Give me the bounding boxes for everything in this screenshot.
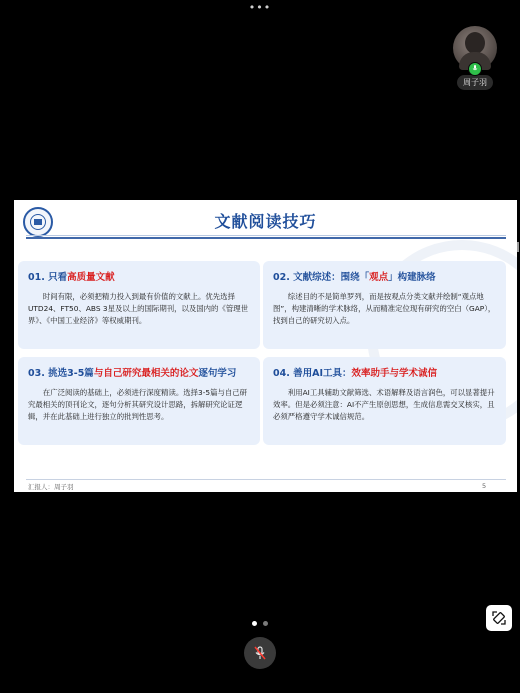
tip-card-body: 利用AI工具辅助文献筛选、术语解释及语言润色，可以显著提升效率。但是必须注意：AI不产生原创思想，生成信息需交叉核实，且必须严格遵守学术诚信规范。 <box>273 388 495 421</box>
tip-card-3 <box>18 357 260 445</box>
tip-card-body: 综述目的不是简单罗列，而是按观点分类文献并绘制“观点地图”，构建清晰的学术脉络，从而精准定位现有研究的空白（GAP），找到自己的研究切入点。 <box>273 292 496 325</box>
mic-muted-icon[interactable] <box>244 637 276 669</box>
page-dot-2[interactable] <box>263 621 268 626</box>
scroll-edge-indicator <box>517 242 519 252</box>
page-dot-1[interactable] <box>252 621 257 626</box>
page-indicator[interactable] <box>0 611 520 630</box>
tip-card-1 <box>18 261 260 349</box>
title-divider <box>26 235 506 236</box>
shared-slide <box>14 200 517 492</box>
title-divider-bold <box>26 237 506 239</box>
participant-name: 周子羽 <box>457 75 493 90</box>
mic-on-icon <box>468 62 482 76</box>
slide-page-number: 5 <box>482 482 487 490</box>
more-options-dots[interactable]: ••• <box>248 1 272 14</box>
tip-card-body: 时间有限，必须把精力投入到最有价值的文献上。优先选择UTD24、FT50、ABS 3星及以上的国际期刊，以及国内的《管理世界》、《中国工业经济》等权威期刊。 <box>28 292 249 325</box>
slide-title: 文献阅读技巧 <box>214 212 317 231</box>
tip-card-heading: 03. 挑选3-5篇与自己研究最相关的论文逐句学习 <box>28 368 237 379</box>
tip-card-heading: 02. 文献综述：围绕「观点」构建脉络 <box>273 272 436 283</box>
tip-card-4 <box>263 357 506 445</box>
tip-card-heading: 01. 只看高质量文献 <box>28 272 115 283</box>
participant-tile[interactable] <box>449 26 501 90</box>
footer-divider <box>26 479 506 480</box>
tip-card-2 <box>263 261 506 349</box>
footer-reporter: 汇报人：周子羽 <box>28 483 74 491</box>
rotate-screen-icon[interactable] <box>486 605 512 631</box>
tip-card-heading: 04. 善用AI工具：效率助手与学术诚信 <box>273 368 438 379</box>
tip-card-body: 在广泛阅读的基础上，必须进行深度精读。选择3-5篇与自己研究最相关的顶刊论文，逐句分析其研究设计思路，拆解研究论证逻辑，并在此基础上进行独立的批判性思考。 <box>28 388 248 421</box>
